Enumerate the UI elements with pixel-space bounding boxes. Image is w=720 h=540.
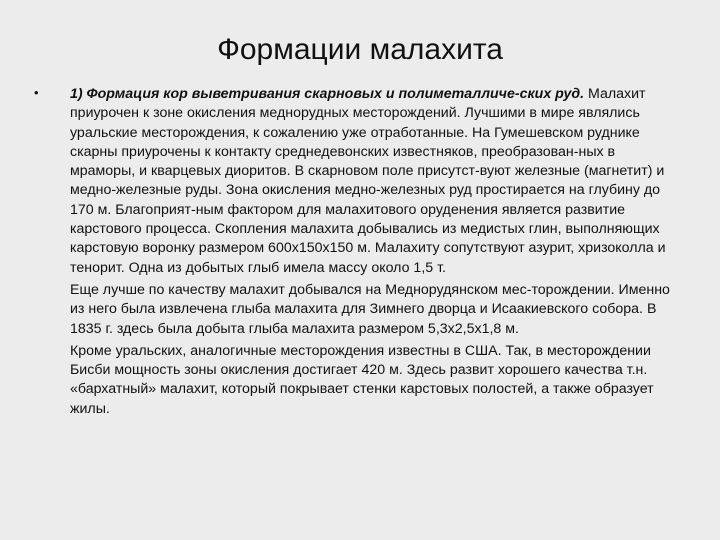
slide-body [70, 85, 682, 422]
paragraph-1-lead: 1) Формация кор выветривания скарновых и полиметалличе-ских руд. [70, 86, 585, 102]
paragraph-2-text: Еще лучше по качеству малахит добывался на Меднорудянском мес-торождении. Именно из него была извлечена глыба малахита для Зимнего дворца и Исаакиевского собора. В 1835 г. здесь была добыта глыба малахита размером 5,3х2,5х1,8 м. [70, 281, 670, 337]
paragraph-2 [70, 281, 682, 339]
paragraph-3 [70, 342, 682, 419]
paragraph-3-text: Кроме уральских, аналогичные месторождения известны в США. Так, в месторождении Бисби мощность зоны окисления достигает 420 м. Здесь развит хорошего качества т.н. «бархатный» малахит, который покрывает стенки карстовых полостей, а также образует жилы. [70, 342, 654, 417]
paragraph-1-text: Малахит приурочен к зоне окисления меднорудных месторождений. Лучшими в мире являлись уральские месторождения, к сожалению уже отработанные. На Гумешевском руднике скарны приурочены к контакту среднедевонских известняков, преобразован-ных в мраморы, и кварцевых диоритов. В скарновом поле присутст-вуют железные (магнетит) и медно-железные руды. Зона окисления медно-железных руд простирается на глубину до 170 м. Благоприят-ным фактором для малахитового оруденения является развитие карстового процесса. Скопления малахита добывались из медистых глин, выполняющих карстовую воронку размером 600х150х150 м. Малахиту сопутствуют азурит, хризоколла и тенорит. Одна из добытых глыб имела массу около 1,5 т. [70, 86, 666, 276]
paragraph-1 [70, 85, 682, 278]
slide-title: Формации малахита [217, 33, 503, 66]
bullet-marker: • [34, 85, 39, 100]
